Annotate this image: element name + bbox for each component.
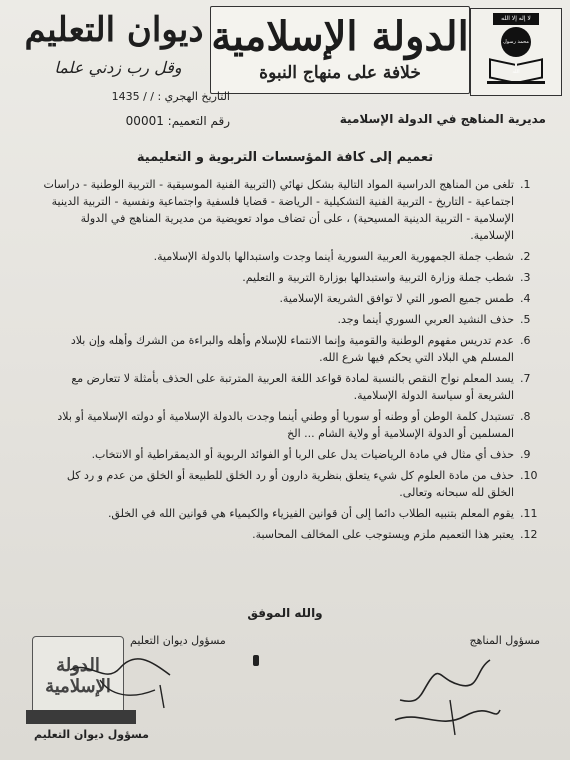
open-book-icon xyxy=(487,59,545,84)
item-number: 8. xyxy=(520,410,531,423)
stamp-footer-band xyxy=(26,710,136,724)
item-number: 5. xyxy=(520,313,531,326)
circular-items xyxy=(42,176,540,547)
item-text: عدم تدريس مفهوم الوطنية والقومية وإنما الانتماء للإسلام وأهله والبراءة من الشرك وأهله وإن بلاد المسلم هي البلاد التي يحكم فيها شرع الله. xyxy=(70,334,514,364)
item-text: يعتبر هذا التعميم ملزم ويستوجب على المخالف المحاسبة. xyxy=(252,528,514,541)
list-item xyxy=(42,269,540,286)
stamp-bottom-label: مسؤول ديوان التعليم xyxy=(34,728,149,741)
list-item xyxy=(42,311,540,328)
item-number: 4. xyxy=(520,292,531,305)
item-text: حذف من مادة العلوم كل شيء يتعلق بنظرية دارون أو رد الخلق للطبيعة أو الخلق من عدم و رد كل الخلق لله سبحانه وتعالى. xyxy=(66,469,514,499)
item-number: 3. xyxy=(520,271,531,284)
item-text: تستبدل كلمة الوطن أو وطنه أو سوريا أو وطني أينما وجدت بالدولة الإسلامية أو دولته الإسلامية أو بلاد المسلمين أو الدولة الإسلامية أو ولاية الشام ... الخ xyxy=(57,410,514,440)
ink-mark xyxy=(253,655,259,666)
list-item xyxy=(42,290,540,307)
item-text: شطب جملة وزارة التربية واستبدالها بوزارة التربية و التعليم. xyxy=(242,271,514,284)
signature-office-official xyxy=(60,650,180,710)
item-text: حذف أي مثال في مادة الرياضيات يدل على الربا أو الفوائد الربوية أو الديمقراطية أو الانتخاب. xyxy=(91,448,514,461)
state-subtitle: خلافة على منهاج النبوة xyxy=(259,63,421,83)
circular-number: رقم التعميم: 00001 xyxy=(125,114,230,128)
letterhead xyxy=(0,0,570,120)
state-logo xyxy=(470,8,562,96)
item-number: 11. xyxy=(520,507,538,520)
list-item xyxy=(42,332,540,366)
logo-flag-icon: لا إله إلا الله xyxy=(493,13,539,25)
stamp-text: الدولة الإسلامية xyxy=(45,655,111,697)
closing-line: والله الموفق xyxy=(247,606,323,620)
item-text: يقوم المعلم بتنبيه الطلاب دائما إلى أن قوانين الفيزياء والكيمياء هي قوانين الله في الخلق. xyxy=(107,507,514,520)
list-item xyxy=(42,467,540,501)
office-official-label: مسؤول ديوان التعليم xyxy=(130,634,226,647)
state-title: الدولة الإسلامية xyxy=(211,13,469,60)
state-title-box xyxy=(210,6,470,94)
list-item xyxy=(42,408,540,442)
curriculum-official-label: مسؤول المناهج xyxy=(469,634,540,647)
list-item xyxy=(42,370,540,404)
item-number: 6. xyxy=(520,334,531,347)
item-number: 12. xyxy=(520,528,538,541)
item-number: 9. xyxy=(520,448,531,461)
subject-line: تعميم إلى كافة المؤسسات التربوية و التعليمية xyxy=(136,150,434,165)
directorate-line: مديرية المناهج في الدولة الإسلامية xyxy=(339,112,546,126)
item-text: شطب جملة الجمهورية العربية السورية أينما وجدت واستبدالها بالدولة الإسلامية. xyxy=(153,250,514,263)
item-number: 7. xyxy=(520,372,531,385)
office-name: ديوان التعليم xyxy=(24,10,204,50)
item-text: طمس جميع الصور التي لا توافق الشريعة الإسلامية. xyxy=(279,292,514,305)
motto: وقل رب زدني علما xyxy=(54,58,182,77)
item-number: 1. xyxy=(520,178,531,191)
list-item xyxy=(42,248,540,265)
item-number: 10. xyxy=(520,469,538,482)
logo-seal-icon: محمد رسول الله xyxy=(501,27,531,57)
hijri-date: التاريخ الهجري : / / 1435 xyxy=(111,90,230,103)
item-text: حذف النشيد العربي السوري أينما وجد. xyxy=(337,313,514,326)
list-item xyxy=(42,446,540,463)
item-text: تلغى من المناهج الدراسية المواد التالية بشكل نهائي (التربية الفنية الموسيقية - التربية الوطنية - دراسات اجتماعية - التاريخ - التربية الفنية التشكيلية - الرياضة - قضايا فلسفية واجتماعية ونفسية - التربية الدينية الإسلامية - التربية الدينية المسيحية) ، على أن تضاف مواد تعويضية من مديرية المناهج في الدولة الإسلامية. xyxy=(43,178,514,242)
item-text: يسد المعلم نواح النقص بالنسبة لمادة قواعد اللغة العربية المترتبة على الحذف بأمثلة لا تتعارض مع الشريعة أو سياسة الدولة الإسلامية. xyxy=(71,372,514,402)
list-item xyxy=(42,176,540,244)
list-item xyxy=(42,526,540,543)
item-number: 2. xyxy=(520,250,531,263)
list-item xyxy=(42,505,540,522)
signature-curriculum-official xyxy=(380,650,510,740)
